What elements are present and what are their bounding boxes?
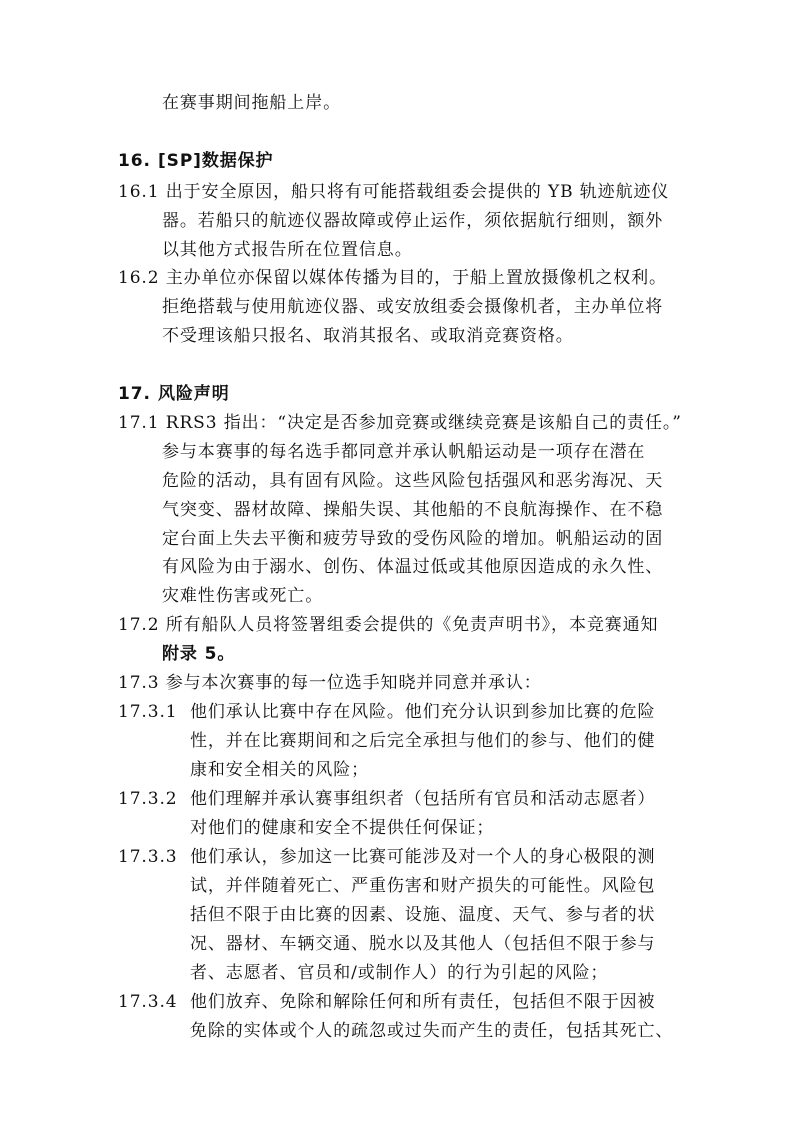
text-line: 性，并在比赛期间和之后完全承担与他们的参与、他们的健: [190, 731, 656, 751]
clause-text: 他们理解并承认赛事组织者（包括所有官员和活动志愿者）: [190, 789, 656, 809]
clause-number: 17.3.2: [118, 789, 178, 809]
text-line: 免除的实体或个人的疏忽或过失而产生的责任，包括其死亡、: [190, 1021, 674, 1041]
clause-16-1: 16.1 出于安全原因，船只将有可能搭载组委会提供的 YB 轨迹航迹仪: [118, 182, 670, 202]
section-title: 风险声明: [158, 384, 230, 404]
clause-number: 17.3.4: [118, 992, 178, 1012]
text-line: 危险的活动，具有固有风险。这些风险包括强风和恶劣海况、天: [162, 471, 664, 491]
clause-text: 他们承认，参加这一比赛可能涉及对一个人的身心极限的测: [190, 847, 656, 867]
text-line: 括但不限于由比赛的因素、设施、温度、天气、参与者的状: [190, 905, 656, 925]
clause-number: 17.3.1: [118, 702, 178, 722]
section-title: [SP]数据保护: [158, 151, 274, 171]
text-line: 灾难性伤害或死亡。: [162, 586, 324, 606]
clause-number: 17.3.3: [118, 847, 178, 867]
text-line: 器。若船只的航迹仪器故障或停止运作，须依据航行细则，额外: [162, 211, 664, 231]
text-line: 者、志愿者、官员和/或制作人）的行为引起的风险；: [190, 963, 609, 983]
clause-text: 他们承认比赛中存在风险。他们充分认识到参加比赛的危险: [190, 702, 656, 722]
appendix-ref: 附录 5。: [162, 644, 236, 664]
text-line: 不受理该船只报名、取消其报名、或取消竞赛资格。: [162, 326, 574, 346]
text-line: 在赛事期间拖船上岸。: [162, 93, 341, 113]
text-line: 对他们的健康和安全不提供任何保证；: [190, 818, 495, 838]
clause-17-2: 17.2 所有船队人员将签署组委会提供的《免责声明书》，本竞赛通知: [118, 615, 659, 635]
text-line: 以其他方式报告所在位置信息。: [162, 240, 413, 260]
clause-text: 他们放弃、免除和解除任何和所有责任，包括但不限于因被: [190, 992, 656, 1012]
section-number: 17.: [118, 384, 151, 404]
text-line: 况、器材、车辆交通、脱水以及其他人（包括但不限于参与: [190, 934, 656, 954]
section-number: 16.: [118, 151, 151, 171]
text-line: 参与本赛事的每名选手都同意并承认帆船运动是一项存在潜在: [162, 442, 646, 462]
text-line: 定台面上失去平衡和疲劳导致的受伤风险的增加。帆船运动的固: [162, 529, 664, 549]
clause-17-1: 17.1 RRS3 指出：“决定是否参加竞赛或继续竞赛是该船自己的责任。”: [118, 413, 682, 433]
text-line: 试，并伴随着死亡、严重伤害和财产损失的可能性。风险包: [190, 876, 656, 896]
text-line: 有风险为由于溺水、创伤、体温过低或其他原因造成的永久性、: [162, 557, 664, 577]
text-line: 拒绝搭载与使用航迹仪器、或安放组委会摄像机者，主办单位将: [162, 297, 664, 317]
text-line: 康和安全相关的风险；: [190, 760, 369, 780]
text-line: 气突变、器材故障、操船失误、其他船的不良航海操作、在不稳: [162, 500, 664, 520]
clause-16-2: 16.2 主办单位亦保留以媒体传播为目的，于船上置放摄像机之权利。: [118, 268, 667, 288]
clause-17-3: 17.3 参与本次赛事的每一位选手知晓并同意并承认：: [118, 673, 542, 693]
